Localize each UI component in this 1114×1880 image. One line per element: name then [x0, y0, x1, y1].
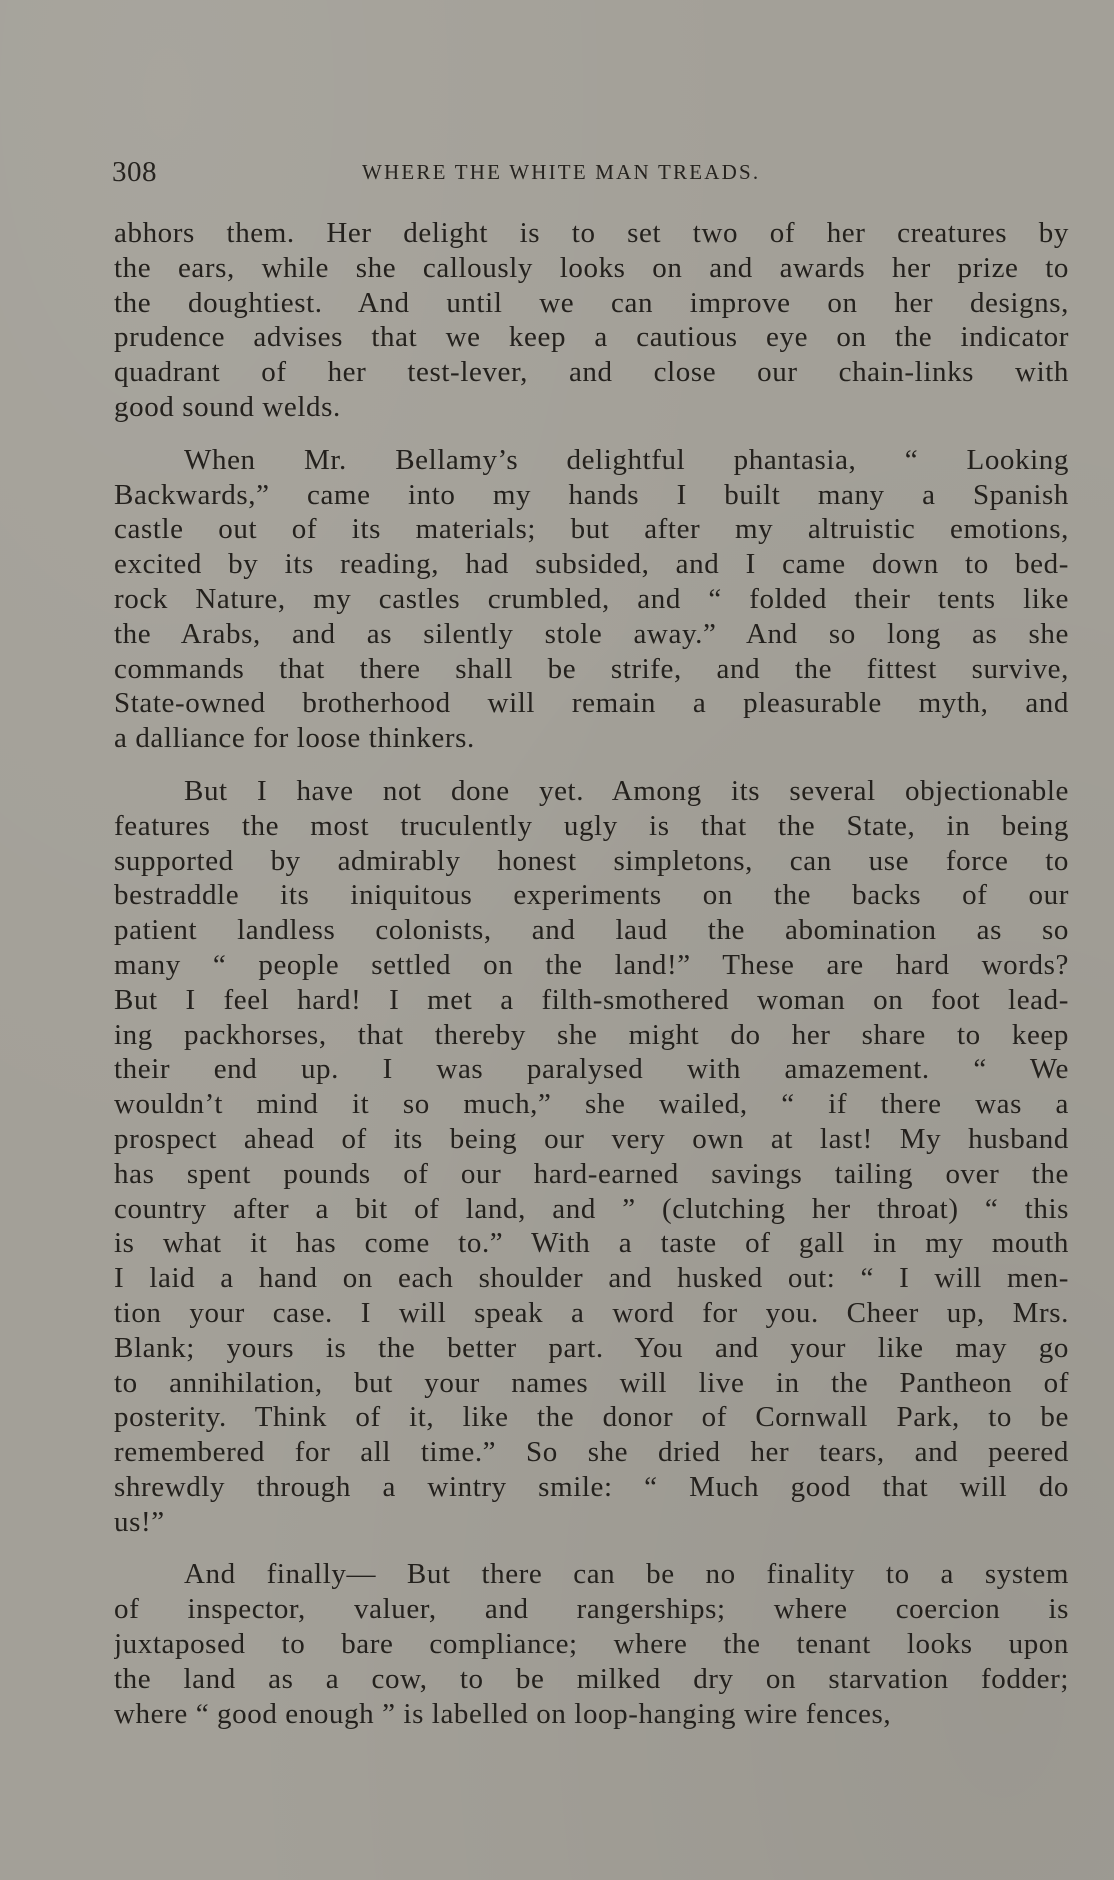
paragraph [114, 774, 1069, 1540]
text-line: ing packhorses, that thereby she might do her share to keep [114, 1018, 1069, 1051]
text-line: But I have not done yet. Among its several objectionable [184, 774, 1069, 807]
text-line: But I feel hard! I met a filth-smothered woman on foot lead- [114, 983, 1069, 1016]
text-line: juxtaposed to bare compliance; where the tenant looks upon [114, 1628, 1069, 1661]
body-text [114, 216, 1069, 1731]
page-header [112, 152, 1068, 192]
text-line: a dalliance for loose thinkers. [114, 722, 475, 755]
text-line: rock Nature, my castles crumbled, and “ folded their tents like [114, 582, 1069, 615]
text-line: When Mr. Bellamy’s delightful phantasia, “ Looking [184, 443, 1069, 476]
text-line: patient landless colonists, and laud the abomination as so [114, 914, 1069, 947]
text-line: many “ people settled on the land!” These are hard words? [114, 948, 1069, 981]
page-number: 308 [112, 156, 157, 188]
text-line: Backwards,” came into my hands I built many a Spanish [114, 478, 1069, 511]
text-line: the ears, while she callously looks on and awards her prize to [114, 251, 1069, 284]
text-line: has spent pounds of our hard-earned savings tailing over the [114, 1157, 1069, 1190]
text-line: their end up. I was paralysed with amazement. “ We [114, 1053, 1069, 1086]
text-line: features the most truculently ugly is that the State, in being [114, 809, 1069, 842]
text-line: of inspector, valuer, and rangerships; where coercion is [114, 1593, 1069, 1626]
text-line: I laid a hand on each shoulder and husked out: “ I will men- [114, 1262, 1069, 1295]
text-line: prudence advises that we keep a cautious eye on the indicator [114, 321, 1069, 354]
text-line: remembered for all time.” So she dried her tears, and peered [114, 1436, 1069, 1469]
text-line: shrewdly through a wintry smile: “ Much good that will do [114, 1470, 1069, 1503]
text-line: wouldn’t mind it so much,” she wailed, “ if there was a [114, 1088, 1069, 1121]
text-line: is what it has come to.” With a taste of gall in my mouth [114, 1227, 1069, 1260]
text-line: country after a bit of land, and ” (clutching her throat) “ this [114, 1192, 1069, 1225]
paragraph [114, 216, 1069, 425]
text-line: supported by admirably honest simpletons, can use force to [114, 844, 1069, 877]
text-line: the doughtiest. And until we can improve on her designs, [114, 286, 1069, 319]
text-line: the Arabs, and as silently stole away.” And so long as she [114, 617, 1069, 650]
text-line: excited by its reading, had subsided, and I came down to bed- [114, 548, 1069, 581]
text-line: abhors them. Her delight is to set two of her creatures by [114, 217, 1069, 249]
text-line: good sound welds. [114, 390, 341, 423]
text-line: Blank; yours is the better part. You and your like may go [114, 1331, 1069, 1364]
paragraph [114, 1557, 1069, 1731]
text-line: quadrant of her test-lever, and close our chain-links with [114, 356, 1069, 389]
text-line: the land as a cow, to be milked dry on starvation fodder; [114, 1662, 1069, 1695]
paragraph [114, 443, 1069, 756]
text-line: commands that there shall be strife, and the fittest survive, [114, 652, 1069, 685]
text-line: where “ good enough ” is labelled on loop-hanging wire fences, [114, 1697, 892, 1730]
text-line: us!” [114, 1505, 165, 1538]
text-line: prospect ahead of its being our very own at last! My husband [114, 1122, 1069, 1155]
running-head: WHERE THE WHITE MAN TREADS. [362, 160, 761, 184]
text-line: posterity. Think of it, like the donor of Cornwall Park, to be [114, 1401, 1069, 1434]
text-line: castle out of its materials; but after my altruistic emotions, [114, 513, 1069, 546]
text-line: bestraddle its iniquitous experiments on the backs of our [114, 879, 1069, 912]
text-line: tion your case. I will speak a word for you. Cheer up, Mrs. [114, 1296, 1069, 1329]
text-line: And finally— But there can be no finality to a system [184, 1558, 1069, 1591]
text-line: State-owned brotherhood will remain a pleasurable myth, and [114, 687, 1069, 720]
text-line: to annihilation, but your names will live in the Pantheon of [114, 1366, 1069, 1399]
